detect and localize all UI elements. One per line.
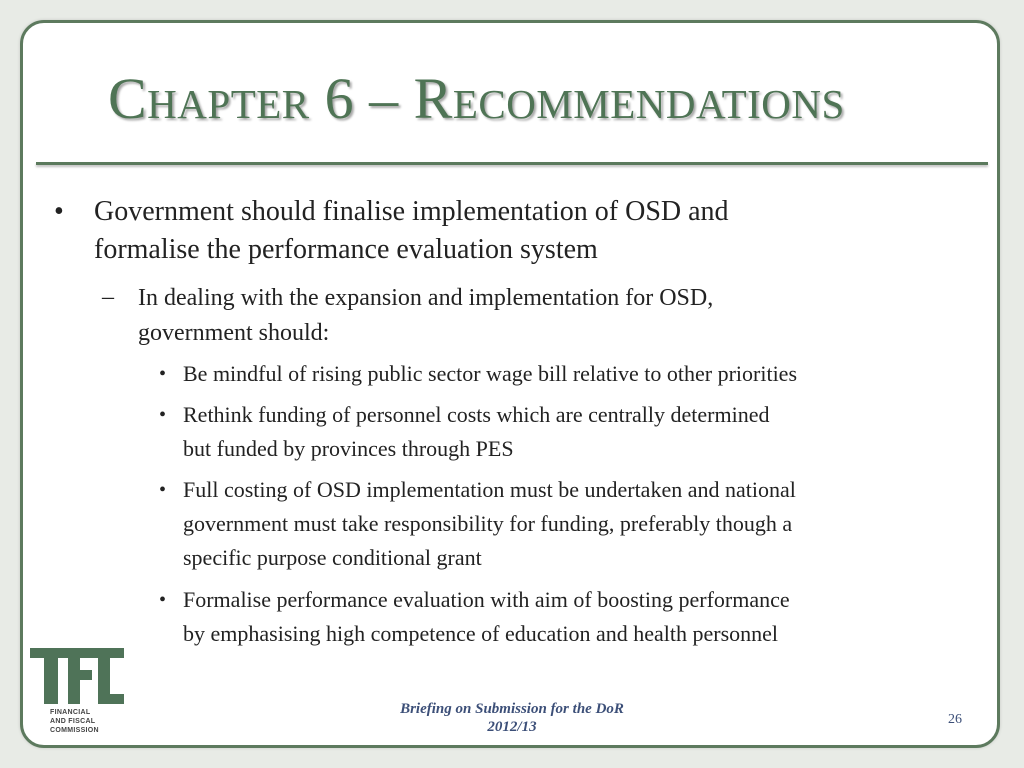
bullet-text-line: government should: [138, 320, 330, 346]
bullet-level3 [159, 357, 983, 391]
footer-line: 2012/13 [487, 719, 537, 735]
page-number: 26 [948, 712, 962, 727]
bullet-marker: • [159, 479, 167, 501]
bullet-text-line: In dealing with the expansion and implementation for OSD, [138, 285, 714, 311]
logo-line: AND FISCAL [50, 718, 96, 725]
bullet-level3 [159, 473, 983, 575]
bullet-marker: • [159, 589, 167, 611]
bullet-marker: • [159, 363, 167, 385]
ffc-logo-text [50, 708, 130, 735]
slide-title: Chapter 6 – Recommendations [108, 66, 845, 131]
bullet-text-line: formalise the performance evaluation system [94, 234, 598, 265]
bullet-text-line: Be mindful of rising public sector wage bill relative to other priorities [183, 361, 798, 386]
bullet-level2 [102, 281, 898, 351]
bullet-marker: • [159, 404, 167, 426]
bullet-text-line: by emphasising high competence of education and health personnel [183, 621, 779, 646]
bullet-level1 [54, 193, 894, 269]
dash-marker: – [102, 284, 114, 310]
logo-line: COMMISSION [50, 727, 99, 734]
bullet-text-line: Full costing of OSD implementation must be undertaken and national [183, 477, 796, 502]
slide-footer [362, 700, 662, 736]
bullet-text-line: Government should finalise implementation of OSD and [94, 196, 729, 227]
bullet-text-line: government must take responsibility for funding, preferably though a [183, 511, 793, 536]
bullet-text-line: Formalise performance evaluation with aim of boosting performance [183, 587, 790, 612]
bullet-level3 [159, 398, 983, 466]
bullet-level3 [159, 583, 983, 651]
bullet-marker: • [54, 196, 64, 227]
logo-line: FINANCIAL [50, 709, 91, 716]
bullet-text-line: but funded by provinces through PES [183, 436, 514, 461]
footer-line: Briefing on Submission for the DoR [400, 701, 624, 717]
bullet-text-line: Rethink funding of personnel costs which are centrally determined [183, 402, 770, 427]
bullet-text-line: specific purpose conditional grant [183, 545, 482, 570]
